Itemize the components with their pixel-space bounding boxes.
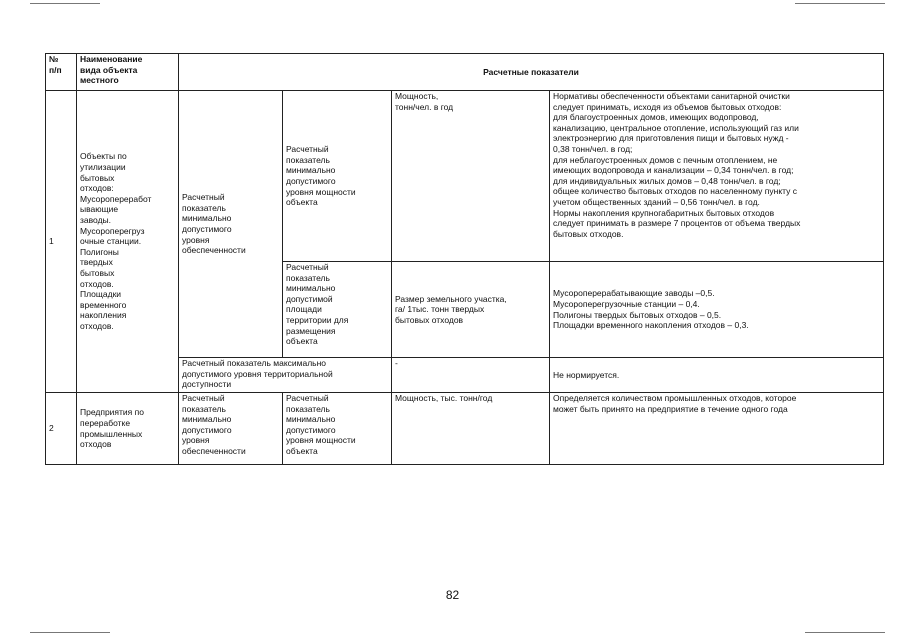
max-access-norm-cell: Не нормируется. — [550, 358, 884, 393]
scan-edge-bottom-left — [30, 632, 110, 633]
scan-edge-top-left — [30, 3, 100, 4]
capacity-unit-cell: Мощность, тонн/чел. в год — [392, 91, 550, 262]
page-number: 82 — [445, 588, 460, 602]
header-row — [46, 54, 884, 91]
capacity-indicator-cell: Расчетный показатель минимально допустимого уровня мощности объекта — [283, 393, 392, 465]
row-number: 2 — [46, 393, 77, 465]
object-name-cell: Предприятия по переработке промышленных отходов — [77, 393, 179, 465]
indicator-min-level-cell: Расчетный показатель минимально допустимого уровня обеспеченности — [179, 393, 283, 465]
object-name-cell: Объекты по утилизации бытовых отходов: Мусоропереработ ывающие заводы. Мусороперегруз очные станции. Полигоны твердых бытовых отходов. Площадки временного накопления отходов. — [77, 91, 179, 393]
indicator-min-level-cell: Расчетный показатель минимально допустимого уровня обеспеченности — [179, 91, 283, 358]
capacity-indicator-cell: Расчетный показатель минимально допустимого уровня мощности объекта — [283, 91, 392, 262]
header-number: № п/п — [46, 54, 77, 91]
capacity-norm-cell: Нормативы обеспеченности объектами санитарной очистки следует принимать, исходя из объемов бытовых отходов: для благоустроенных домов, имеющих водопровод, канализацию, центральное отопление, использующий газ или электроэнергию для приготовления пищи и бытовых нужд - 0,38 тонн/чел. в год; для неблагоустроенных домов с печным отоплением, не имеющих водопровода и канализации – 0,34 тонн/чел. в год; для индивидуальных жилых домов – 0,48 тонн/чел. в год; общее количество бытовых отходов по населенному пункту с учетом общественных зданий – 0,56 тонн/чел. в год. Нормы накопления крупногабаритных бытовых отходов следует принимать в размере 7 процентов от объема твердых бытовых отходов. — [550, 91, 884, 262]
norms-table — [45, 53, 884, 465]
area-unit-cell: Размер земельного участка, га/ 1тыс. тонн твердых бытовых отходов — [392, 262, 550, 358]
max-access-indicator-cell: Расчетный показатель максимально допустимого уровня территориальной доступности — [179, 358, 392, 393]
table-row — [46, 91, 884, 262]
area-norm-cell: Мусороперерабатывающие заводы –0,5. Мусороперегрузочные станции – 0,4. Полигоны твердых бытовых отходов – 0,5. Площадки временного накопления отходов – 0,3. — [550, 262, 884, 358]
scan-edge-top-right — [795, 3, 885, 4]
table-row — [46, 393, 884, 465]
capacity-norm-cell: Определяется количеством промышленных отходов, которое может быть принято на предприятие в течение одного года — [550, 393, 884, 465]
row-number: 1 — [46, 91, 77, 393]
max-access-unit-cell: - — [392, 358, 550, 393]
header-indicators: Расчетные показатели — [179, 54, 884, 91]
area-indicator-cell: Расчетный показатель минимально допустимой площади территории для размещения объекта — [283, 262, 392, 358]
header-object-name: Наименование вида объекта местного — [77, 54, 179, 91]
capacity-unit-cell: Мощность, тыс. тонн/год — [392, 393, 550, 465]
scan-edge-bottom-right — [805, 632, 885, 633]
